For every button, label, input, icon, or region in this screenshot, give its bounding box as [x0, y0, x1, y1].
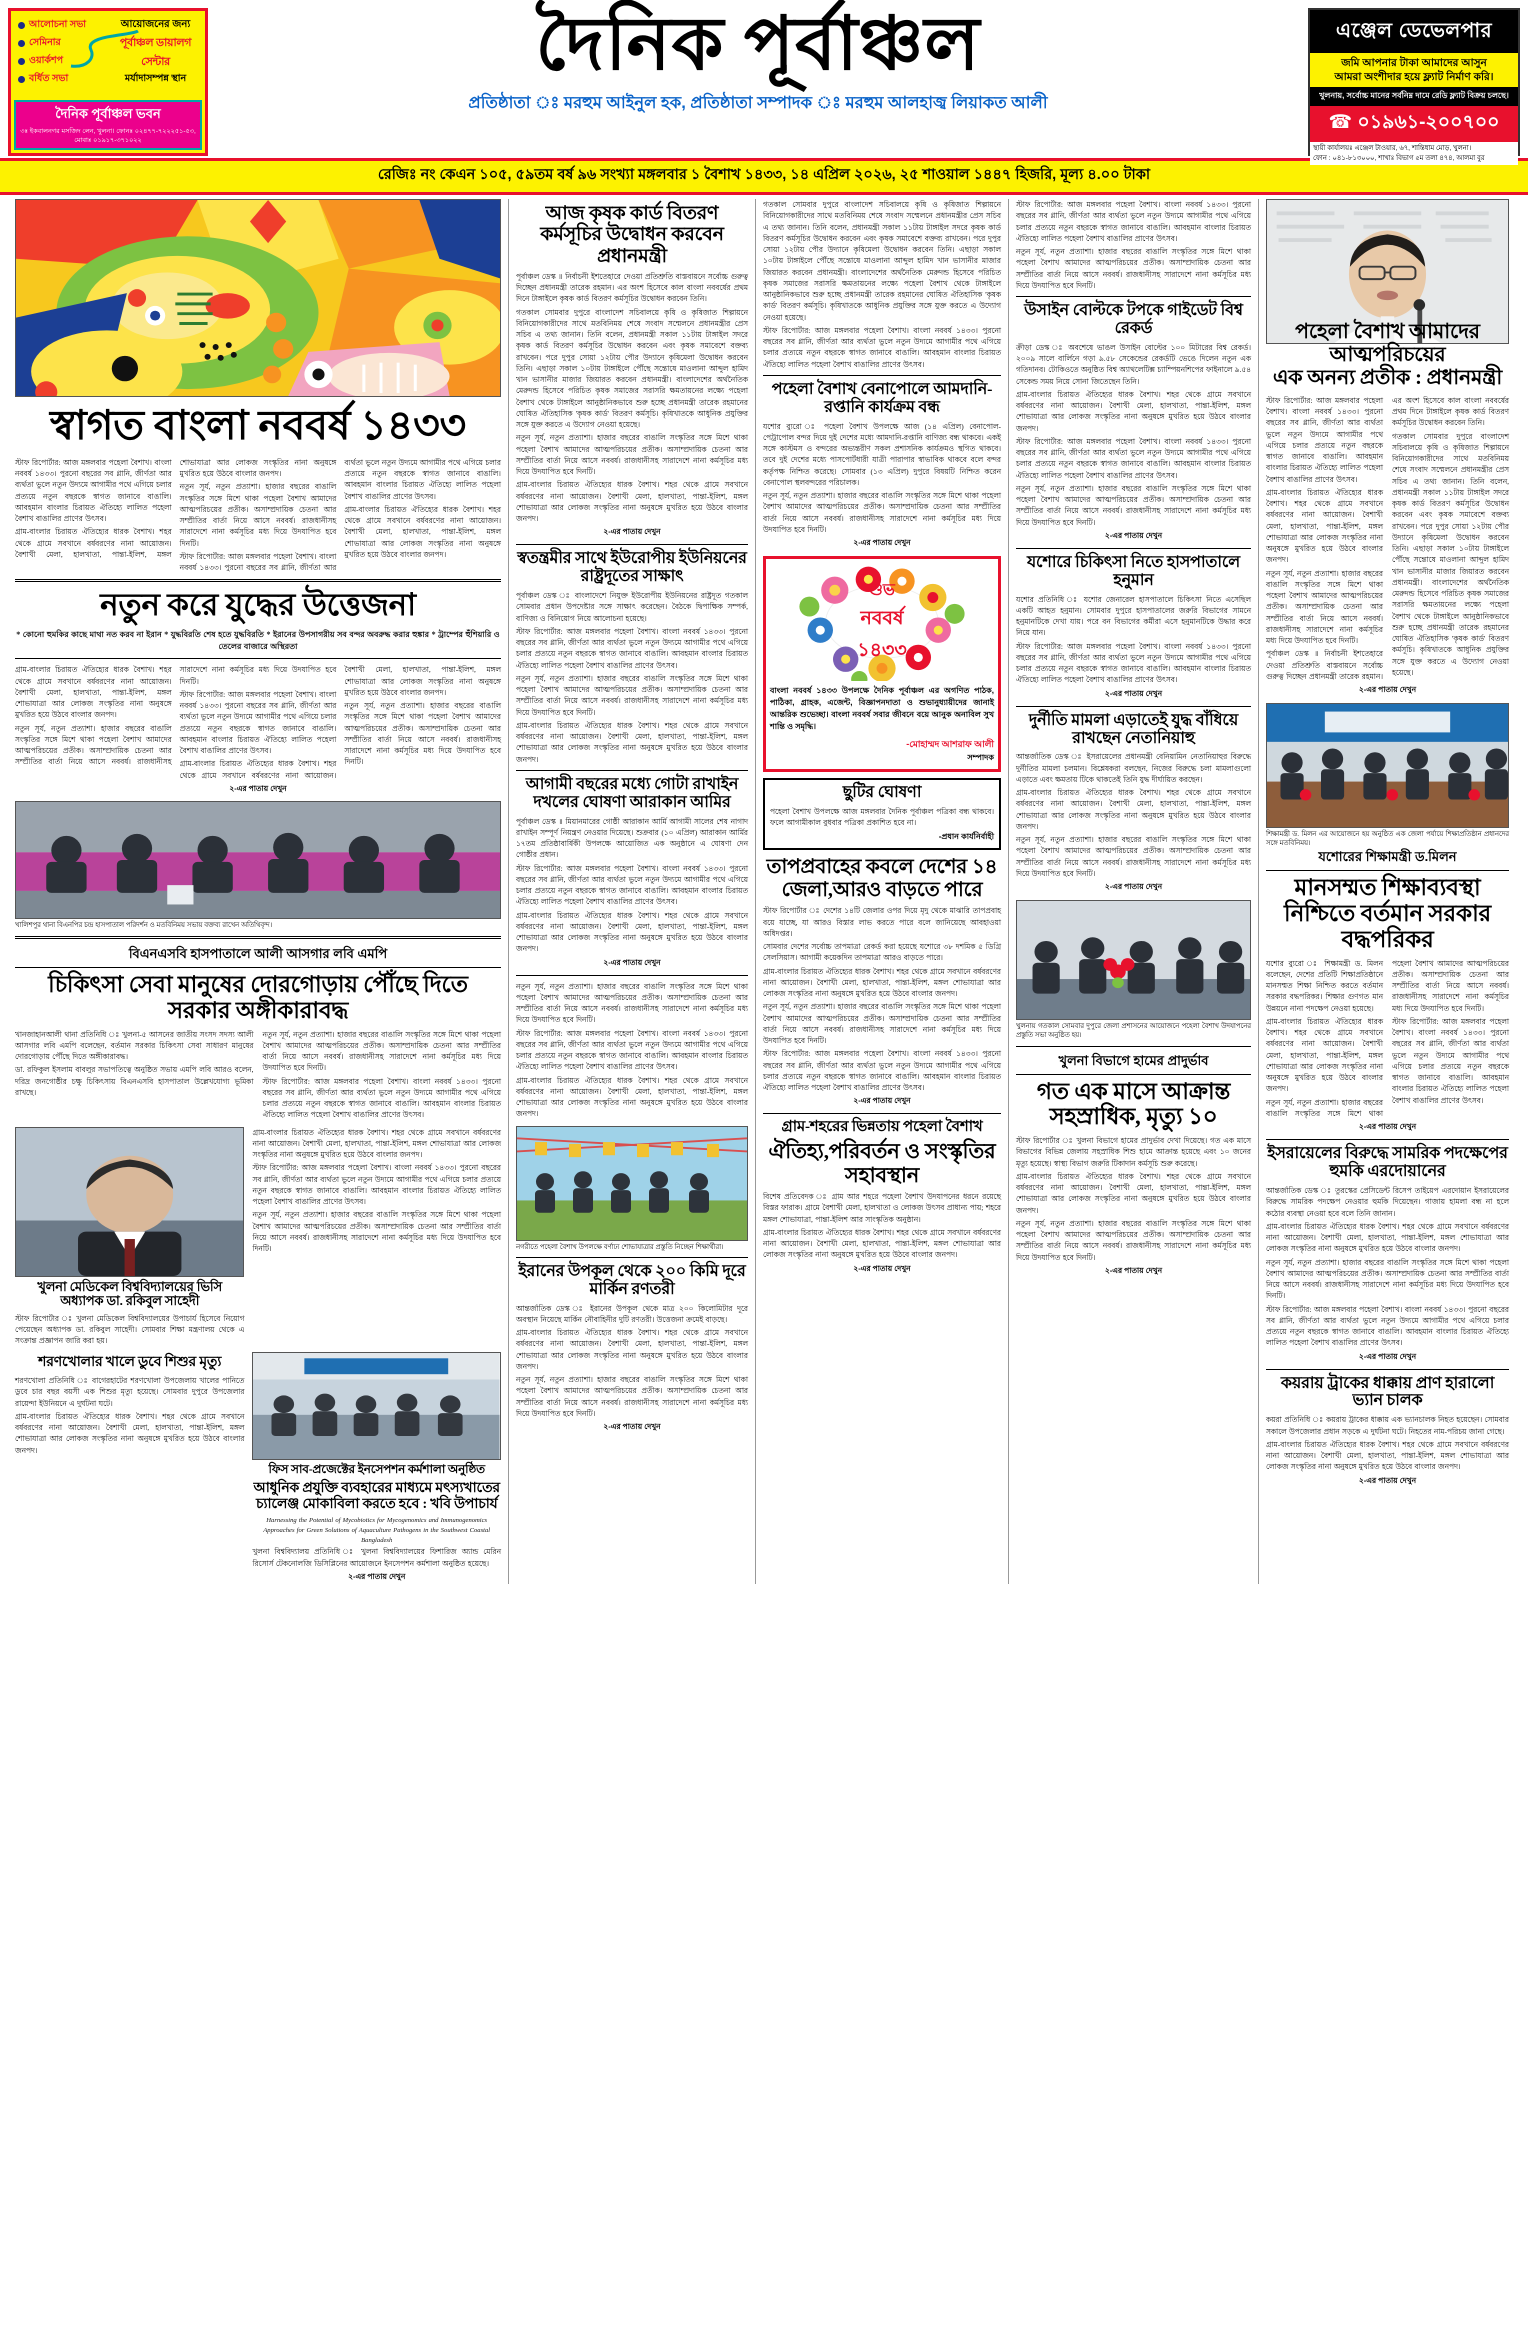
heatwave-paragraph-5: স্টাফ রিপোর্টার: আজ মঙ্গলবার পহেলা বৈশাখ। বাংলা নববর্ষ ১৪৩৩। পুরনো বছরের সব গ্লানি, জীর্ণতা আর ব্যর্থতা ভুলে নতুন উদ্যমে আগামীর পথে এগিয়ে চলার প্রত্যয়ে নতুন বছরকে স্বাগত জানাবে বাঙালি। আবহমান বাংলার চিরায়ত ঐতিহ্যে লালিত পহেলা বৈশাখ বাঙালির প্রাণের উৎসব। [763, 1049, 1001, 1092]
iran-missile-paragraph-2: গ্রাম-বাংলার চিরায়ত ঐতিহ্যের ধারক বৈশাখ। শহর থেকে গ্রামে সবখানে বর্ষবরণের নানা আয়োজন। বৈশাখী মেলা, হালখাতা, পান্তা-ইলিশ, মঙ্গল শোভাযাত্রা আর লোকজ সংস্কৃতির নানা অনুষঙ্গে মুখরিত হয়ে উঠবে বাংলার জনপদ। [516, 1328, 748, 1371]
ad-right-yellow-line1: জমি আপনার টাকা আমাদের আসুন [1341, 57, 1487, 69]
ad-right-brand: এঞ্জেল ডেভেলপার [1310, 10, 1518, 53]
truck-body [1266, 1414, 1509, 1472]
usain-continued: ২-এর পাতায় দেখুন [1104, 530, 1163, 540]
amir-paragraph-2: স্টাফ রিপোর্টার: আজ মঙ্গলবার পহেলা বৈশাখ। বাংলা নববর্ষ ১৪৩৩। পুরনো বছরের সব গ্লানি, জীর্ণতা আর ব্যর্থতা ভুলে নতুন উদ্যমে আগামীর পথে এগিয়ে চলার প্রত্যয়ে নতুন বছরকে স্বাগত জানাবে বাঙালি। আবহমান বাংলার চিরায়ত ঐতিহ্যে লালিত পহেলা বৈশাখ বাঙালির প্রাণের উৎসব। [516, 863, 748, 907]
divider [763, 375, 1001, 376]
benapole-paragraph-1: যশোর ব্যুরো ঃ পহেলা বৈশাখ উপলক্ষে আজ (১৪ এপ্রিল) বেনাপোল-পেট্রাপোল বন্দর দিয়ে দুই দেশের মধ্যে আমদানি-রপ্তানি বাণিজ্য বন্ধ থাকবে। একই সঙ্গে কাস্টমস ও বন্দরের অভ্যন্তরীণ সকল প্রশাসনিক কার্যক্রমও স্থগিত থাকবে। তবে দুই দেশের মধ্যে পাসপোর্টধারী যাত্রী পারাপার স্বাভাবিক থাকবে বলে বন্দর কর্তৃপক্ষ নিশ্চিত করেছে। সোমবার (১৩ এপ্রিল) দুপুরে বিষয়টি নিশ্চিত করেন বেনাপোল স্থলবন্দরের পরিচালক। [763, 421, 1001, 487]
c4-paragraph-2: নতুন সূর্য, নতুন প্রত্যাশা। হাজার বছরের বাঙালি সংস্কৃতির সঙ্গে মিশে থাকা পহেলা বৈশাখ আমাদের আত্মপরিচয়ের প্রতীক। অসাম্প্রদায়িক চেতনা আর সম্প্রীতির বার্তা নিয়ে আসে নববর্ষ। রাজধানীসহ সারাদেশে নানা কর্মসূচির মধ্য দিয়ে উদযাপিত হবে দিনটি। [1016, 247, 1251, 290]
war-subhead: * কোনো হুমকির কাছে মাথা নত করব না ইরান * যুদ্ধবিরতি শেষ হতে যুদ্ধবিরতি * ইরানের উপসাগরীয় সব বন্দর অবরুদ্ধ করার হুঙ্কার * ট্রাম্পের হুঁশিয়ারি ও তেলের বাজারে অস্থিরতা [16, 630, 500, 652]
pm-farmer-paragraph-4: গ্রাম-বাংলার চিরায়ত ঐতিহ্যের ধারক বৈশাখ। শহর থেকে গ্রামে সবখানে বর্ষবরণের নানা আয়োজন। বৈশাখী মেলা, হালখাতা, পান্তা-ইলিশ, মঙ্গল শোভাযাত্রা আর লোকজ সংস্কৃতির নানা অনুষঙ্গে মুখরিত হয়ে উঠবে বাংলার জনপদ। [516, 480, 748, 524]
squiggle-decoration-icon [69, 28, 139, 70]
dr-body: স্টাফ রিপোর্টার ঃ খুলনা মেডিকেল বিশ্ববিদ্যালয়ের উপাচার্য হিসেবে নিয়োগ পেয়েছেন অধ্যাপক ডা. রকিবুল সাহেদী। সোমবার শিক্ষা মন্ত্রণালয় থেকে এ সংক্রান্ত প্রজ্ঞাপন জারি করা হয়। [15, 1313, 245, 1346]
war-body [15, 664, 501, 781]
new-year-line2: নববর্ষ [860, 607, 904, 629]
jessore-hosp-headline: যশোরে চিকিৎসা নিতে হাসপাতালে হনুমান [1026, 553, 1240, 589]
amir-paragraph-3: গ্রাম-বাংলার চিরায়ত ঐতিহ্যের ধারক বৈশাখ। শহর থেকে গ্রামে সবখানে বর্ষবরণের নানা আয়োজন। বৈশাখী মেলা, হালখাতা, পান্তা-ইলিশ, মঙ্গল শোভাযাত্রা আর লোকজ সংস্কৃতির নানা অনুষঙ্গে মুখরিত হয়ে উঠবে বাংলার জনপদ। [516, 910, 748, 954]
ad-right-black-line: খুলনায়, সর্বোচ্চ মানের সর্বনিম্ন দামে রেডি ফ্ল্যাট বিক্রয় চলছে। [1310, 87, 1518, 106]
boat-block [252, 1127, 501, 1347]
jessore-hosp-paragraph-1: যশোর প্রতিনিধি ঃ যশোর জেনারেল হাসপাতালে চিকিৎসা নিতে এসেছিল একটি আহত হনুমান। সোমবার দুপুরে হাসপাতালের জরুরি বিভাগের সামনে হনুমানটিকে দেখা যায়। পরে বন বিভাগের কর্মীরা এসে হনুমানটিকে উদ্ধার করে নিয়ে যান। [1016, 594, 1251, 638]
bnsb-paragraph-3: নতুন সূর্য, নতুন প্রত্যাশা। হাজার বছরের বাঙালি সংস্কৃতির সঙ্গে মিশে থাকা পহেলা বৈশাখ আমাদের আত্মপরিচয়ের প্রতীক। অসাম্প্রদায়িক চেতনা আর সম্প্রীতির বার্তা নিয়ে আসে নববর্ষ। রাজধানীসহ সারাদেশে নানা কর্মসূচির মধ্য দিয়ে উদযাপিত হবে দিনটি। [262, 1029, 501, 1073]
jessore-hosp-body [1016, 594, 1251, 686]
content-grid [0, 195, 1528, 1584]
usain-paragraph-3: স্টাফ রিপোর্টার: আজ মঙ্গলবার পহেলা বৈশাখ। বাংলা নববর্ষ ১৪৩৩। পুরনো বছরের সব গ্লানি, জীর্ণতা আর ব্যর্থতা ভুলে নতুন উদ্যমে আগামীর পথে এগিয়ে চলার প্রত্যয়ে নতুন বছরকে স্বাগত জানাবে বাঙালি। আবহমান বাংলার চিরায়ত ঐতিহ্যে লালিত পহেলা বৈশাখ বাঙালির প্রাণের উৎসব। [1016, 436, 1251, 480]
lead-paragraph-5: গ্রাম-বাংলার চিরায়ত ঐতিহ্যের ধারক বৈশাখ। শহর থেকে গ্রামে সবখানে বর্ষবরণের নানা আয়োজন। বৈশাখী মেলা, হালখাতা, পান্তা-ইলিশ, মঙ্গল শোভাযাত্রা আর লোকজ সংস্কৃতির নানা অনুষঙ্গে মুখরিত হয়ে উঠবে বাংলার জনপদ। [344, 504, 501, 559]
divider [15, 579, 501, 582]
divider [516, 975, 748, 976]
bnsb-paragraph-2: ডা. রফিকুল ইসলাম বাবলুর সভাপতিত্বে অনুষ্ঠিত সভায় এমপি লবি আরও বলেন, দরিদ্র জনগোষ্ঠীর চক্ষু চিকিৎসায় বিএনএসবি হাসপাতাল উল্লেখযোগ্য ভূমিকা রাখছে। [15, 1065, 254, 1097]
iran-missile-continued: ২-এর পাতায় দেখুন [603, 1422, 661, 1432]
heatwave-body [763, 905, 1001, 1093]
amir-paragraph-1: পূর্বাঞ্চল ডেস্ক ॥ মিয়ানমারের গোষ্ঠী আরাকান আর্মি আগামী সালের শেষ নাগাদ রাখাইন সম্পূর্ণ নিয়ন্ত্রণ নেওয়ার দিয়েছে। শুক্রবার (১০ এপ্রিল) আরাকান আর্মির ১৭তম প্রতিষ্ঠাবার্ষিকী উপলক্ষে আয়োজিত এক অনুষ্ঠানে এ ঘোষণা দেন গোষ্ঠীর প্রধান। [516, 816, 748, 860]
c2-paragraph-1: নতুন সূর্য, নতুন প্রত্যাশা। হাজার বছরের বাঙালি সংস্কৃতির সঙ্গে মিশে থাকা পহেলা বৈশাখ আমাদের আত্মপরিচয়ের প্রতীক। অসাম্প্রদায়িক চেতনা আর সম্প্রীতির বার্তা নিয়ে আসে নববর্ষ। রাজধানীসহ সারাদেশে নানা কর্মসূচির মধ্য দিয়ে উদযাপিত হবে দিনটি। [516, 981, 748, 1025]
bnsb-body [15, 1029, 501, 1121]
me-paragraph-1: যশোর ব্যুরো ঃ শিক্ষামন্ত্রী ড. মিলন বলেছেন, দেশের প্রতিটি শিক্ষাপ্রতিষ্ঠানে মানসম্মত শিক্ষা নিশ্চিত করতে বর্তমান সরকার বদ্ধপরিকর। শিক্ষার গুণগত মান উন্নয়নে নানা পদক্ষেপ নেওয়া হয়েছে। [1266, 958, 1383, 1013]
list-item [18, 72, 107, 87]
lead-paragraph-3: নতুন সূর্য, নতুন প্রত্যাশা। হাজার বছরের বাঙালি সংস্কৃতির সঙ্গে মিশে থাকা পহেলা বৈশাখ আমাদের আত্মপরিচয়ের প্রতীক। অসাম্প্রদায়িক চেতনা আর সম্প্রীতির বার্তা নিয়ে আসে নববর্ষ। রাজধানীসহ সারাদেশে নানা কর্মসূচির মধ্য দিয়ে উদযাপিত হবে দিনটি। [179, 482, 337, 548]
jessore-hosp-paragraph-2: স্টাফ রিপোর্টার: আজ মঙ্গলবার পহেলা বৈশাখ। বাংলা নববর্ষ ১৪৩৩। পুরনো বছরের সব গ্লানি, জীর্ণতা আর ব্যর্থতা ভুলে নতুন উদ্যমে আগামীর পথে এগিয়ে চলার প্রত্যয়ে নতুন বছরকে স্বাগত জানাবে বাঙালি। আবহমান বাংলার চিরায়ত ঐতিহ্যে লালিত পহেলা বৈশাখ বাঙালির প্রাণের উৎসব। [1016, 641, 1251, 685]
divider [1016, 548, 1251, 549]
village-headline: গ্রাম-শহরের ভিন্নতায় পহেলা বৈশাখ [781, 1119, 983, 1136]
bi-paragraph-1: স্টাফ রিপোর্টার: আজ মঙ্গলবার পহেলা বৈশাখ। বাংলা নববর্ষ ১৪৩৩। পুরনো বছরের সব গ্লানি, জীর্ণতা আর ব্যর্থতা ভুলে নতুন উদ্যমে আগামীর পথে এগিয়ে চলার প্রত্যয়ে নতুন বছরকে স্বাগত জানাবে বাঙালি। আবহমান বাংলার চিরায়ত ঐতিহ্যে লালিত পহেলা বৈশাখ বাঙালির প্রাণের উৎসব। [1266, 395, 1383, 484]
eu-paragraph-1: পূর্বাঞ্চল ডেস্ক ঃ বাংলাদেশে নিযুক্ত ইউরোপীয় ইউনিয়নের রাষ্ট্রদূত গতকাল সোমবার প্রধান উপদেষ্টার সঙ্গে সাক্ষাৎ করেছেন। বৈঠকে দ্বিপাক্ষিক সম্পর্ক, বাণিজ্য ও বিনিয়োগ নিয়ে আলোচনা হয়েছে। [516, 591, 748, 623]
boat-news [15, 1352, 244, 1583]
nomination-body [1016, 751, 1251, 879]
khulna-health-headline: গত এক মাসে আক্রান্ত সহস্রাধিক, মৃত্যু ১০ [1036, 1078, 1231, 1130]
bullet-dot-icon [18, 76, 25, 83]
heatwave-paragraph-1: স্টাফ রিপোর্টার ঃ দেশের ১৪টি জেলার ওপর দিয়ে মৃদু থেকে মাঝারি তাপপ্রবাহ বয়ে যাচ্ছে, যা আরও বিস্তার লাভ করতে পারে বলে জানিয়েছে আবহাওয়া অধিদপ্তর। [763, 906, 1001, 938]
bullet-label: ওয়ার্কশপ [29, 55, 64, 66]
new-year-line3: ১৪৩৩ [857, 639, 907, 661]
holiday-notice-box [763, 778, 1001, 850]
truck-continued: ২-এর পাতায় দেখুন [1358, 1475, 1417, 1485]
divider [1016, 296, 1251, 297]
fish-continued: ২-এর পাতায় দেখুন [348, 1571, 406, 1581]
israel-paragraph-1: আন্তর্জাতিক ডেস্ক ঃ তুরস্কের প্রেসিডেন্ট রিসেপ তাইয়েপ এরদোয়ান ইসরায়েলের বিরুদ্ধে সামরিক পদক্ষেপ নেওয়ার হুমকি দিয়েছেন। গাজায় হামলা বন্ধ না হলে কঠোর ব্যবস্থা নেওয়া হবে বলে তিনি জানান। [1266, 1186, 1509, 1218]
pm-farmer-body [516, 271, 748, 525]
lower-left-split [15, 1127, 501, 1347]
column-4 [1008, 199, 1258, 1584]
amir-body [516, 816, 748, 955]
minister-edu-body [1266, 958, 1509, 1120]
war-paragraph-1: গ্রাম-বাংলার চিরায়ত ঐতিহ্যের ধারক বৈশাখ। শহর থেকে গ্রামে সবখানে বর্ষবরণের নানা আয়োজন। বৈশাখী মেলা, হালখাতা, পান্তা-ইলিশ, মঙ্গল শোভাযাত্রা আর লোকজ সংস্কৃতির নানা অনুষঙ্গে মুখরিত হয়ে উঠবে বাংলার জনপদ। [15, 665, 172, 720]
lead-paragraph-2: গ্রাম-বাংলার চিরায়ত ঐতিহ্যের ধারক বৈশাখ। শহর থেকে গ্রামে সবখানে বর্ষবরণের নানা আয়োজন। বৈশাখী মেলা, হালখাতা, পান্তা-ইলিশ, মঙ্গল শোভাযাত্রা আর লোকজ সংস্কৃতির নানা অনুষঙ্গে মুখরিত হয়ে উঠবে বাংলার জনপদ। [15, 457, 337, 559]
eu-headline: স্বতন্ত্রমীর সাথে ইউরোপীয় ইউনিয়নের রাষ্ট্রদূতের সাক্ষাৎ [517, 550, 747, 586]
ad-left-building-block [14, 100, 202, 150]
iran-missile-body [516, 1303, 748, 1420]
new-year-greeting-ad [763, 556, 1001, 772]
israel-paragraph-3: নতুন সূর্য, নতুন প্রত্যাশা। হাজার বছরের বাঙালি সংস্কৃতির সঙ্গে মিশে থাকা পহেলা বৈশাখ আমাদের আত্মপরিচয়ের প্রতীক। অসাম্প্রদায়িক চেতনা আর সম্প্রীতির বার্তা নিয়ে আসে নববর্ষ। রাজধানীসহ সারাদেশে নানা কর্মসূচির মধ্য দিয়ে উদযাপিত হবে দিনটি। [1266, 1257, 1509, 1301]
c2-paragraph-3: গ্রাম-বাংলার চিরায়ত ঐতিহ্যের ধারক বৈশাখ। শহর থেকে গ্রামে সবখানে বর্ষবরণের নানা আয়োজন। বৈশাখী মেলা, হালখাতা, পান্তা-ইলিশ, মঙ্গল শোভাযাত্রা আর লোকজ সংস্কৃতির নানা অনুষঙ্গে মুখরিত হয়ে উঠবে বাংলার জনপদ। [516, 1075, 748, 1119]
divider [15, 936, 501, 939]
truck-headline: কয়রায় ট্রাকের ধাক্কায় প্রাণ হারালো ভ্যান চালক [1280, 1374, 1495, 1410]
new-year-line1: শুভ [869, 581, 895, 599]
boat-paragraph-0: গ্রাম-বাংলার চিরায়ত ঐতিহ্যের ধারক বৈশাখ। শহর থেকে গ্রামে সবখানে বর্ষবরণের নানা আয়োজন। বৈশাখী মেলা, হালখাতা, পান্তা-ইলিশ, মঙ্গল শোভাযাত্রা আর লোকজ সংস্কৃতির নানা অনুষঙ্গে মুখরিত হয়ে উঠবে বাংলার জনপদ। [252, 1127, 501, 1160]
pm-farmer-paragraph-3: নতুন সূর্য, নতুন প্রত্যাশা। হাজার বছরের বাঙালি সংস্কৃতির সঙ্গে মিশে থাকা পহেলা বৈশাখ আমাদের আত্মপরিচয়ের প্রতীক। অসাম্প্রদায়িক চেতনা আর সম্প্রীতির বার্তা নিয়ে আসে নববর্ষ। রাজধানীসহ সারাদেশে নানা কর্মসূচির মধ্য দিয়ে উদযাপিত হবে দিনটি। [516, 433, 748, 477]
bnsb-paragraph-4: স্টাফ রিপোর্টার: আজ মঙ্গলবার পহেলা বৈশাখ। বাংলা নববর্ষ ১৪৩৩। পুরনো বছরের সব গ্লানি, জীর্ণতা আর ব্যর্থতা ভুলে নতুন উদ্যমে আগামীর পথে এগিয়ে চলার প্রত্যয়ে নতুন বছরকে স্বাগত জানাবে বাঙালি। আবহমান বাংলার চিরায়ত ঐতিহ্যে লালিত পহেলা বৈশাখ বাঙালির প্রাণের উৎসব। [262, 1076, 501, 1120]
boat-paragraph-0c: নতুন সূর্য, নতুন প্রত্যাশা। হাজার বছরের বাঙালি সংস্কৃতির সঙ্গে মিশে থাকা পহেলা বৈশাখ আমাদের আত্মপরিচয়ের প্রতীক। অসাম্প্রদায়িক চেতনা আর সম্প্রীতির বার্তা নিয়ে আসে নববর্ষ। রাজধানীসহ সারাদেশে নানা কর্মসূচির মধ্য দিয়ে উদযাপিত হবে দিনটি। [252, 1210, 501, 1254]
minister-edu-continued: ২-এর পাতায় দেখুন [1358, 1122, 1417, 1132]
israel-headline: ইসরায়েলের বিরুদ্ধে সামরিক পদক্ষেপের হুমকি এরদোয়ানের [1267, 1145, 1508, 1181]
me-paragraph-2: গ্রাম-বাংলার চিরায়ত ঐতিহ্যের ধারক বৈশাখ। শহর থেকে গ্রামে সবখানে বর্ষবরণের নানা আয়োজন। বৈশাখী মেলা, হালখাতা, পান্তা-ইলিশ, মঙ্গল শোভাযাত্রা আর লোকজ সংস্কৃতির নানা অনুষঙ্গে মুখরিত হয়ে উঠবে বাংলার জনপদ। [1266, 1016, 1383, 1094]
lead-body [15, 457, 501, 574]
bullet-dot-icon [18, 58, 25, 65]
new-year-signature: -মোহাম্মদ আশরাফ আলী [906, 739, 994, 750]
war-photo-caption: খালিশপুর থানা বিএনপির চন্দ্র হাসপাতাল পরিদর্শন ও মতবিনিময় সভায় বক্তব্য রাখেন অতিথিবৃন্দ। [15, 921, 273, 929]
khulna-health-paragraph-3: নতুন সূর্য, নতুন প্রত্যাশা। হাজার বছরের বাঙালি সংস্কৃতির সঙ্গে মিশে থাকা পহেলা বৈশাখ আমাদের আত্মপরিচয়ের প্রতীক। অসাম্প্রদায়িক চেতনা আর সম্প্রীতির বার্তা নিয়ে আসে নববর্ষ। রাজধানীসহ সারাদেশে নানা কর্মসূচির মধ্য দিয়ে উদযাপিত হবে দিনটি। [1016, 1218, 1251, 1262]
war-paragraph-5: নতুন সূর্য, নতুন প্রত্যাশা। হাজার বছরের বাঙালি সংস্কৃতির সঙ্গে মিশে থাকা পহেলা বৈশাখ আমাদের আত্মপরিচয়ের প্রতীক। অসাম্প্রদায়িক চেতনা আর সম্প্রীতির বার্তা নিয়ে আসে নববর্ষ। রাজধানীসহ সারাদেশে নানা কর্মসূচির মধ্য দিয়ে উদযাপিত হবে দিনটি। [344, 701, 501, 767]
bullet-dot-icon [18, 40, 25, 47]
heatwave-continued: ২-এর পাতায় দেখুন [853, 1096, 911, 1106]
minister-edu-headline: মানসম্মত শিক্ষাব্যবস্থা নিশ্চিতে বর্তমান সরকার বদ্ধপরিকর [1283, 875, 1492, 952]
ad-left-building-name: দৈনিক পূর্বাঞ্চল ভবন [55, 106, 161, 122]
village-paragraph-2: গ্রাম-বাংলার চিরায়ত ঐতিহ্যের ধারক বৈশাখ। শহর থেকে গ্রামে সবখানে বর্ষবরণের নানা আয়োজন। বৈশাখী মেলা, হালখাতা, পান্তা-ইলিশ, মঙ্গল শোভাযাত্রা আর লোকজ সংস্কৃতির নানা অনুষঙ্গে মুখরিত হয়ে উঠবে বাংলার জনপদ। [763, 1227, 1001, 1260]
pm-farmer-continuation [763, 199, 1001, 370]
bi-paragraph-5: গতকাল সোমবার দুপুরে বাংলাদেশ সচিবালয়ে কৃষি ও কৃষিজাত শিল্পায়নে বিনিয়োগকারীদের সাথে মতবিনিময় শেষে সংবাদ সম্মেলনে প্রধানমন্ত্রীর প্রেস সচিব এ তথ্য জানান। তিনি বলেন, প্রধানমন্ত্রী সকাল ১১টায় টাঙ্গাইল সদরে কৃষক কার্ড বিতরণ কর্মসূচির উদ্বোধন করবেন এবং কৃষক সমাবেশে বক্তব্য রাখবেন। পরে দুপুর সোয়া ১২টায় পৌর উদ্যানে কৃষিমেলা উদ্বোধন করবেন তিনি। এছাড়া সকাল ১০টায় টাঙ্গাইলে পৌঁছে সন্তোষে মাওলানা আব্দুল হামিদ খান ভাসানীর মাজার জিয়ারত করবেন প্রধানমন্ত্রী। বাংলাদেশের অর্থনৈতিক মেরুদন্ড হিসেবে পরিচিত কৃষক সমাজের সরাসরি ক্ষমতায়নের লক্ষ্যে পহেলা বৈশাখ থেকে টাঙ্গাইলে আনুষ্ঠানিকভাবে শুরু হচ্ছে প্রধানমন্ত্রী তারেক রহমানের ঘোষিত ঐতিহাসিক 'কৃষক কার্ড' বিতরণ কর্মসূচি। কৃষিখাতকে আধুনিক প্রযুক্তির সঙ্গে যুক্ত করতে এ উদ্যোগ নেওয়া হয়েছে। [1392, 431, 1509, 677]
lead-paragraph-4: স্টাফ রিপোর্টার: আজ মঙ্গলবার পহেলা বৈশাখ। বাংলা নববর্ষ ১৪৩৩। পুরনো বছরের সব গ্লানি, জীর্ণতা আর ব্যর্থতা ভুলে নতুন উদ্যমে আগামীর পথে এগিয়ে চলার প্রত্যয়ে নতুন বছরকে স্বাগত জানাবে বাঙালি। আবহমান বাংলার চিরায়ত ঐতিহ্যে লালিত পহেলা বৈশাখ বাঙালির প্রাণের উৎসব। [179, 457, 501, 573]
education-meeting-photo [1266, 703, 1509, 828]
new-year-body: বাংলা নববর্ষ ১৪৩৩ উপলক্ষে দৈনিক পূর্বাঞ্চল এর অগণিত পাঠক, পাঠিকা, গ্রাহক, এজেন্ট, বিজ্ঞাপনদাতা ও শুভানুধ্যায়ীদের জানাই আন্তরিক শুভেচ্ছা। বাংলা নববর্ষ সবার জীবনে বয়ে আনুক অনাবিল সুখ শান্তি ও সমৃদ্ধি। [770, 686, 994, 732]
bottom-left-split [15, 1352, 501, 1583]
usain-paragraph-1: ক্রীড়া ডেস্ক ঃ অবশেষে ভাঙল উসাইন বোল্টের ১০০ মিটারের বিশ্ব রেকর্ড। ২০০৯ সালে বার্লিনে গড়া ৯.৫৮ সেকেন্ডের রেকর্ডটি ভেঙে দিলেন নতুন এক গতিদানব। টোকিওতে অনুষ্ঠিত বিশ্ব অ্যাথলেটিক্স চ্যাম্পিয়নশিপের ফাইনালে ৯.৫৪ সেকেন্ড সময় নিয়ে সোনা জিতেছেন তিনি। [1016, 342, 1251, 386]
boat-paragraph-2: গ্রাম-বাংলার চিরায়ত ঐতিহ্যের ধারক বৈশাখ। শহর থেকে গ্রামে সবখানে বর্ষবরণের নানা আয়োজন। বৈশাখী মেলা, হালখাতা, পান্তা-ইলিশ, মঙ্গল শোভাযাত্রা আর লোকজ সংস্কৃতির নানা অনুষঙ্গে মুখরিত হয়ে উঠবে বাংলার জনপদ। [15, 1411, 245, 1455]
holiday-headline: ছুটির ঘোষণা [842, 784, 922, 802]
boat-headline: শরণখোলার খালে ডুবে শিশুর মৃত্যু [38, 1355, 222, 1371]
holiday-signature: -প্রধান কার্যনির্বাহী [938, 832, 994, 842]
new-year-text-overlay [770, 563, 994, 681]
boat-paragraph-0b: স্টাফ রিপোর্টার: আজ মঙ্গলবার পহেলা বৈশাখ। বাংলা নববর্ষ ১৪৩৩। পুরনো বছরের সব গ্লানি, জীর্ণতা আর ব্যর্থতা ভুলে নতুন উদ্যমে আগামীর পথে এগিয়ে চলার প্রত্যয়ে নতুন বছরকে স্বাগত জানাবে বাঙালি। আবহমান বাংলার চিরায়ত ঐতিহ্যে লালিত পহেলা বৈশাখ বাঙালির প্রাণের উৎসব। [252, 1163, 501, 1207]
bi-paragraph-2: গ্রাম-বাংলার চিরায়ত ঐতিহ্যের ধারক বৈশাখ। শহর থেকে গ্রামে সবখানে বর্ষবরণের নানা আয়োজন। বৈশাখী মেলা, হালখাতা, পান্তা-ইলিশ, মঙ্গল শোভাযাত্রা আর লোকজ সংস্কৃতির নানা অনুষঙ্গে মুখরিত হয়ে উঠবে বাংলার জনপদ। [1266, 487, 1383, 565]
divider [1016, 1046, 1251, 1047]
fish-workshop-photo [252, 1352, 501, 1460]
fish-body: খুলনা বিশ্ববিদ্যালয় প্রতিনিধি ঃ খুলনা বিশ্ববিদ্যালয়ের ফিশারিজ অ্যান্ড মেরিন রিসোর্স টেকনোলজি ডিসিপ্লিনের আয়োজনে ইনসেপশন কর্মশালা অনুষ্ঠিত হয়েছে। [252, 1547, 501, 1568]
war-paragraph-2: নতুন সূর্য, নতুন প্রত্যাশা। হাজার বছরের বাঙালি সংস্কৃতির সঙ্গে মিশে থাকা পহেলা বৈশাখ আমাদের আত্মপরিচয়ের প্রতীক। অসাম্প্রদায়িক চেতনা আর সম্প্রীতির বার্তা নিয়ে আসে নববর্ষ। রাজধানীসহ সারাদেশে নানা কর্মসূচির মধ্য দিয়ে উদযাপিত হবে দিনটি। [15, 665, 337, 767]
nomination-continued: ২-এর পাতায় দেখুন [1104, 882, 1163, 892]
ad-right-footer-line1: স্থায়ী কার্যালয়ঃ এঞ্জেল টাওয়ার, ৬৭, শান্তিধাম মোড়, খুলনা। [1313, 145, 1472, 153]
bnsb-headline: চিকিৎসা সেবা মানুষের দোরগোড়ায় পৌঁছে দিতে সরকার অঙ্গীকারাবদ্ধ [48, 972, 468, 1023]
village-headline-2: ঐতিহ্য,পরিবর্তন ও সংস্কৃতির সহাবস্থান [768, 1139, 996, 1187]
divider [516, 1257, 748, 1258]
column-2 [508, 199, 755, 1584]
truck-paragraph-2: গ্রাম-বাংলার চিরায়ত ঐতিহ্যের ধারক বৈশাখ। শহর থেকে গ্রামে সবখানে বর্ষবরণের নানা আয়োজন। বৈশাখী মেলা, হালখাতা, পান্তা-ইলিশ, মঙ্গল শোভাযাত্রা আর লোকজ সংস্কৃতির নানা অনুষঙ্গে মুখরিত হয়ে উঠবে বাংলার জনপদ। [1266, 1439, 1509, 1472]
israel-paragraph-2: গ্রাম-বাংলার চিরায়ত ঐতিহ্যের ধারক বৈশাখ। শহর থেকে গ্রামে সবখানে বর্ষবরণের নানা আয়োজন। বৈশাখী মেলা, হালখাতা, পান্তা-ইলিশ, মঙ্গল শোভাযাত্রা আর লোকজ সংস্কৃতির নানা অনুষঙ্গে মুখরিত হয়ে উঠবে বাংলার জনপদ। [1266, 1221, 1509, 1254]
column-left [8, 199, 508, 1584]
bnsb-kicker: বিএনএসবি হাসপাতালে আলী আসগার লবি এমপি [15, 945, 501, 968]
ad-right-phone-number: ০১৯৬১-২০০৭০০ [1357, 112, 1500, 134]
amir-headline: আগামী বছরের মধ্যে গোটা রাখাইন দখলের ঘোষণা আরাকান আমির [525, 775, 739, 811]
column-3 [755, 199, 1008, 1584]
bullet-dot-icon [18, 22, 25, 29]
lead-headline: স্বাগত বাংলা নববর্ষ ১৪৩৩ [49, 402, 467, 448]
lead-photo-boishakh-masks [15, 199, 501, 397]
ad-right-angel-developer[interactable] [1308, 8, 1520, 162]
dr-portrait-photo [15, 1127, 244, 1277]
heatwave-paragraph-3: গ্রাম-বাংলার চিরায়ত ঐতিহ্যের ধারক বৈশাখ। শহর থেকে গ্রামে সবখানে বর্ষবরণের নানা আয়োজন। বৈশাখী মেলা, হালখাতা, পান্তা-ইলিশ, মঙ্গল শোভাযাত্রা আর লোকজ সংস্কৃতির নানা অনুষঙ্গে মুখরিত হয়ে উঠবে বাংলার জনপদ। [763, 966, 1001, 998]
usain-body [1016, 342, 1251, 528]
divider [1266, 1369, 1509, 1370]
column-5 [1258, 199, 1516, 1584]
c2-paragraph-2: স্টাফ রিপোর্টার: আজ মঙ্গলবার পহেলা বৈশাখ। বাংলা নববর্ষ ১৪৩৩। পুরনো বছরের সব গ্লানি, জীর্ণতা আর ব্যর্থতা ভুলে নতুন উদ্যমে আগামীর পথে এগিয়ে চলার প্রত্যয়ে নতুন বছরকে স্বাগত জানাবে বাঙালি। আবহমান বাংলার চিরায়ত ঐতিহ্যে লালিত পহেলা বৈশাখ বাঙালির প্রাণের উৎসব। [516, 1028, 748, 1072]
khulna-health-paragraph-2: গ্রাম-বাংলার চিরায়ত ঐতিহ্যের ধারক বৈশাখ। শহর থেকে গ্রামে সবখানে বর্ষবরণের নানা আয়োজন। বৈশাখী মেলা, হালখাতা, পান্তা-ইলিশ, মঙ্গল শোভাযাত্রা আর লোকজ সংস্কৃতির নানা অনুষঙ্গে মুখরিত হয়ে উঠবে বাংলার জনপদ। [1016, 1171, 1251, 1215]
boat-paragraph-1: শরণখোলা প্রতিনিধি ঃ বাগেরহাটের শরণখোলা উপজেলায় খালের পানিতে ডুবে চার বছর বয়সী এক শিশুর মৃত্যু হয়েছে। সোমবার দুপুরে উপজেলার রায়েন্দা ইউনিয়নে এ দুর্ঘটনা ঘটে। [15, 1376, 245, 1408]
pm-farmer-paragraph-1: পূর্বাঞ্চল ডেস্ক ॥ নির্বাচনী ইশতেহারে দেওয়া প্রতিশ্রুতি বাস্তবায়নে সর্বোচ্চ গুরুত্ব দিচ্ছেন প্রধানমন্ত্রী তারেক রহমান। এর অংশ হিসেবে কাল বাংলা নববর্ষের প্রথম দিনে টাঙ্গাইলে কৃষক কার্ড বিতরণ কর্মসূচির উদ্বোধন করবেন তিনি। [516, 271, 748, 304]
iran-missile-paragraph-3: নতুন সূর্য, নতুন প্রত্যাশা। হাজার বছরের বাঙালি সংস্কৃতির সঙ্গে মিশে থাকা পহেলা বৈশাখ আমাদের আত্মপরিচয়ের প্রতীক। অসাম্প্রদায়িক চেতনা আর সম্প্রীতির বার্তা নিয়ে আসে নববর্ষ। রাজধানীসহ সারাদেশে নানা কর্মসূচির মধ্য দিয়ে উদযাপিত হবে দিনটি। [516, 1375, 748, 1418]
amir-continued: ২-এর পাতায় দেখুন [603, 957, 661, 967]
fish-headline-2: আধুনিক প্রযুক্তি ব্যবহারের মাধ্যমে মৎস্যখাতের চ্যালেঞ্জ মোকাবিলা করতে হবে : খবি উপাচার্য [253, 1480, 500, 1512]
boat-body-top [252, 1127, 501, 1255]
khulna-health-continued: ২-এর পাতায় দেখুন [1104, 1265, 1163, 1275]
bi-continued: ২-এর পাতায় দেখুন [1358, 685, 1417, 695]
iran-missile-paragraph-1: আন্তর্জাতিক ডেস্ক ঃ ইরানের উপকূল থেকে মাত্র ২০০ কিলোমিটার দূরে অবস্থান নিয়েছে মার্কিন নৌবাহিনীর দুটি রণতরী। উত্তেজনা ক্রমেই বাড়ছে। [516, 1303, 748, 1324]
holiday-body: পহেলা বৈশাখ উপলক্ষে আজ মঙ্গলবার দৈনিক পূর্বাঞ্চল পত্রিকা বন্ধ থাকবে। ফলে আগামীকাল বুধবার পত্রিকা প্রকাশিত হবে না। [770, 806, 994, 828]
phone-icon: ☎ [1328, 112, 1353, 134]
benapole-body [763, 421, 1001, 536]
boishakh-identity-headline: পহেলা বৈশাখ আমাদের আত্মপরিচয়ের এক অনন্য প্রতীক : প্রধানমন্ত্রী [1272, 321, 1503, 389]
war-continued: ২-এর পাতায় দেখুন [229, 783, 287, 793]
eu-paragraph-4: গ্রাম-বাংলার চিরায়ত ঐতিহ্যের ধারক বৈশাখ। শহর থেকে গ্রামে সবখানে বর্ষবরণের নানা আয়োজন। বৈশাখী মেলা, হালখাতা, পান্তা-ইলিশ, মঙ্গল শোভাযাত্রা আর লোকজ সংস্কৃতির নানা অনুষঙ্গে মুখরিত হয়ে উঠবে বাংলার জনপদ। [516, 720, 748, 764]
eu-paragraph-2: স্টাফ রিপোর্টার: আজ মঙ্গলবার পহেলা বৈশাখ। বাংলা নববর্ষ ১৪৩৩। পুরনো বছরের সব গ্লানি, জীর্ণতা আর ব্যর্থতা ভুলে নতুন উদ্যমে আগামীর পথে এগিয়ে চলার প্রত্যয়ে নতুন বছরকে স্বাগত জানাবে বাঙালি। আবহমান বাংলার চিরায়ত ঐতিহ্যে লালিত পহেলা বৈশাখ বাঙালির প্রাণের উৎসব। [516, 626, 748, 670]
ad-right-yellow-block [1310, 53, 1518, 87]
ad-right-yellow-line2: আমরা অংশীদার হয়ে ফ্ল্যাট নির্মাণ করি। [1334, 71, 1494, 84]
iran-missile-headline: ইরানের উপকূল থেকে ২০০ কিমি দূরে মার্কিন রণতরী [518, 1262, 746, 1298]
usain-headline: উসাইন বোল্টকে টপকে গাইডেট বিশ্ব রেকর্ড [1024, 302, 1243, 337]
bnsb-paragraph-1: খানজাহানআলী থানা প্রতিনিধি ঃ খুলনা-৫ আসনের জাতীয় সংসদ সদস্য আলী আসগার লবি এমপি বলেছেন, বর্তমান সরকার চিকিৎসা সেবা সাধারণ মানুষের দোরগোড়ায় পৌঁছে দিতে অঙ্গীকারাবদ্ধ। [15, 1029, 254, 1062]
date-bar-wrapper [0, 158, 1528, 195]
ad-left-line3: মর্যাদাসম্পন্ন স্থান [124, 73, 187, 84]
new-year-signature-title: সম্পাদক [967, 753, 994, 763]
khulna-health-kicker: খুলনা বিভাগে হামের প্রাদুর্ভাব [1016, 1052, 1251, 1075]
truck-paragraph-1: কয়রা প্রতিনিধি ঃ কয়রায় ট্রাকের ধাক্কায় এক ভ্যানচালক নিহত হয়েছেন। সোমবার সকালে উপজেলার প্রধান সড়কে এ দুর্ঘটনা ঘটে। নিহতের নাম-পরিচয় জানা গেছে। [1266, 1415, 1509, 1436]
khulna-health-paragraph-1: স্টাফ রিপোর্টার ঃ খুলনা বিভাগে হামের প্রাদুর্ভাব দেখা দিয়েছে। গত এক মাসে বিভাগের বিভিন্ন জেলায় সহস্রাধিক শিশু হামে আক্রান্ত হয়েছে এবং ১০ জনের মৃত্যু হয়েছে। স্বাস্থ্য বিভাগ জরুরি টিকাদান কর্মসূচি শুরু করেছে। [1016, 1136, 1251, 1168]
boishakh-photo-caption: নগরীতে পহেলা বৈশাখ উপলক্ষে বর্ণাঢ্য শোভাযাত্রার প্রস্তুতি নিচ্ছেন শিক্ষার্থীরা। [516, 1243, 724, 1251]
fish-headline: ফিস সাব-প্রজেক্টের ইনসেপশন কর্মশালা অনুষ্ঠিত [268, 1462, 485, 1477]
wreath-graphic [770, 563, 994, 681]
bi-paragraph-4: পূর্বাঞ্চল ডেস্ক ॥ নির্বাচনী ইশতেহারে দেওয়া প্রতিশ্রুতি বাস্তবায়নে সর্বোচ্চ গুরুত্ব দিচ্ছেন প্রধানমন্ত্রী তারেক রহমান। এর অংশ হিসেবে কাল বাংলা নববর্ষের প্রথম দিনে টাঙ্গাইলে কৃষক কার্ড বিতরণ কর্মসূচির উদ্বোধন করবেন তিনি। [1266, 395, 1509, 681]
benapole-continued: ২-এর পাতায় দেখুন [853, 538, 911, 548]
divider [516, 544, 748, 545]
edu-photo-caption: শিক্ষামন্ত্রী ড. মিলন এর আয়োজনে হয় অনুষ্ঠিত এক জেলা পর্যায়ে শিক্ষাপ্রতিষ্ঠান প্রধানদের সঙ্গে মতবিনিময়। [1266, 831, 1509, 848]
divider [516, 770, 748, 771]
ad-left-address: ৩ঃ ইকবালনগর মসজিদ লেন, খুলনা। ফোনঃ ০২৪৭৭-৭২২২৫১-৫৩, মোবাঃ ০১৯১৭-৩৭১০২২ [20, 128, 196, 144]
newspaper-title: দৈনিক পূর্বাঞ্চল [535, 4, 981, 86]
benapole-headline: পহেলা বৈশাখ বেনাপোলে আমদানি-রপ্তানি কার্যক্রম বন্ধ [771, 380, 993, 416]
minister-edu-kicker: যশোরের শিক্ষামন্ত্রী ড.মিলন [1266, 848, 1509, 871]
war-paragraph-3: স্টাফ রিপোর্টার: আজ মঙ্গলবার পহেলা বৈশাখ। বাংলা নববর্ষ ১৪৩৩। পুরনো বছরের সব গ্লানি, জীর্ণতা আর ব্যর্থতা ভুলে নতুন উদ্যমে আগামীর পথে এগিয়ে চলার প্রত্যয়ে নতুন বছরকে স্বাগত জানাবে বাঙালি। আবহমান বাংলার চিরায়ত ঐতিহ্যে লালিত পহেলা বৈশাখ বাঙালির প্রাণের উৎসব। [179, 689, 337, 756]
nomination-paragraph-1: আন্তর্জাতিক ডেস্ক ঃ ইসরায়েলের প্রধানমন্ত্রী বেনিয়ামিন নেতানিয়াহুর বিরুদ্ধে দুর্নীতির মামলা চলমান। বিশ্লেষকরা বলছেন, নিজের বিরুদ্ধে চলা মামলাগুলো এড়াতে এবং ক্ষমতায় টিকে থাকতেই তিনি যুদ্ধ দীর্ঘায়িত করছেন। [1016, 752, 1251, 784]
eu-paragraph-3: নতুন সূর্য, নতুন প্রত্যাশা। হাজার বছরের বাঙালি সংস্কৃতির সঙ্গে মিশে থাকা পহেলা বৈশাখ আমাদের আত্মপরিচয়ের প্রতীক। অসাম্প্রদায়িক চেতনা আর সম্প্রীতির বার্তা নিয়ে আসে নববর্ষ। রাজধানীসহ সারাদেশে নানা কর্মসূচির মধ্য দিয়ে উদযাপিত হবে দিনটি। [516, 673, 748, 717]
usain-paragraph-2: গ্রাম-বাংলার চিরায়ত ঐতিহ্যের ধারক বৈশাখ। শহর থেকে গ্রামে সবখানে বর্ষবরণের নানা আয়োজন। বৈশাখী মেলা, হালখাতা, পান্তা-ইলিশ, মঙ্গল শোভাযাত্রা আর লোকজ সংস্কৃতির নানা অনুষঙ্গে মুখরিত হয়ে উঠবে বাংলার জনপদ। [1016, 389, 1251, 433]
fish-news [252, 1352, 501, 1583]
heatwave-paragraph-2: সোমবার দেশের সর্বোচ্চ তাপমাত্রা রেকর্ড করা হয়েছে যশোরে ৩৮ দশমিক ৫ ডিগ্রি সেলসিয়াস। আগামী কয়েকদিন তাপমাত্রা আরও বাড়তে পারে। [763, 942, 1001, 963]
bi-paragraph-3: নতুন সূর্য, নতুন প্রত্যাশা। হাজার বছরের বাঙালি সংস্কৃতির সঙ্গে মিশে থাকা পহেলা বৈশাখ আমাদের আত্মপরিচয়ের প্রতীক। অসাম্প্রদায়িক চেতনা আর সম্প্রীতির বার্তা নিয়ে আসে নববর্ষ। রাজধানীসহ সারাদেশে নানা কর্মসূচির মধ্য দিয়ে উদযাপিত হবে দিনটি। [1266, 568, 1383, 646]
jessore-hosp-continued: ২-এর পাতায় দেখুন [1104, 688, 1163, 698]
divider [1266, 1139, 1509, 1140]
column2-filler [516, 981, 748, 1120]
benapole-paragraph-2: নতুন সূর্য, নতুন প্রত্যাশা। হাজার বছরের বাঙালি সংস্কৃতির সঙ্গে মিশে থাকা পহেলা বৈশাখ আমাদের আত্মপরিচয়ের প্রতীক। অসাম্প্রদায়িক চেতনা আর সম্প্রীতির বার্তা নিয়ে আসে নববর্ষ। রাজধানীসহ সারাদেশে নানা কর্মসূচির মধ্য দিয়ে উদযাপিত হবে দিনটি। [763, 491, 1001, 534]
khulna-health-body [1016, 1135, 1251, 1263]
war-headline: নতুন করে যুদ্ধের উত্তেজনা [100, 587, 416, 623]
israel-body [1266, 1185, 1509, 1349]
nomination-paragraph-3: নতুন সূর্য, নতুন প্রত্যাশা। হাজার বছরের বাঙালি সংস্কৃতির সঙ্গে মিশে থাকা পহেলা বৈশাখ আমাদের আত্মপরিচয়ের প্রতীক। অসাম্প্রদায়িক চেতনা আর সম্প্রীতির বার্তা নিয়ে আসে নববর্ষ। রাজধানীসহ সারাদেশে নানা কর্মসূচির মধ্য দিয়ে উদযাপিত হবে দিনটি। [1016, 835, 1251, 878]
boishakh-identity-body [1266, 395, 1509, 682]
dr-headline: খুলনা মেডিকেল বিশ্ববিদ্যালয়ের ভিসি অধ্যাপক ডা. রকিবুল সাহেদী [37, 1278, 223, 1309]
war-photo-meeting [15, 801, 501, 919]
ad-right-footer-line2: ফোন : ০৪১-৮১৩০০০, শাখাঃ বিভাগ ৫ম তলা ৪৭৪, আলমা বুর [1313, 154, 1485, 162]
divider [763, 1113, 1001, 1114]
masthead-center [212, 0, 1304, 158]
village-body [763, 1191, 1001, 1261]
fish-english-title: Harnessing the Potential of Mycobiotics for Mycogenomics and Immunogenomics Approaches for Green Solutions of Aquaculture Pathogens in the Southwest Coastal Bangladesh [263, 1517, 491, 1545]
me-paragraph-4: স্টাফ রিপোর্টার: আজ মঙ্গলবার পহেলা বৈশাখ। বাংলা নববর্ষ ১৪৩৩। পুরনো বছরের সব গ্লানি, জীর্ণতা আর ব্যর্থতা ভুলে নতুন উদ্যমে আগামীর পথে এগিয়ে চলার প্রত্যয়ে নতুন বছরকে স্বাগত জানাবে বাঙালি। আবহমান বাংলার চিরায়ত ঐতিহ্যে লালিত পহেলা বৈশাখ বাঙালির প্রাণের উৎসব। [1392, 1016, 1509, 1105]
war-paragraph-4: গ্রাম-বাংলার চিরায়ত ঐতিহ্যের ধারক বৈশাখ। শহর থেকে গ্রামে সবখানে বর্ষবরণের নানা আয়োজন। বৈশাখী মেলা, হালখাতা, পান্তা-ইলিশ, মঙ্গল শোভাযাত্রা আর লোকজ সংস্কৃতির নানা অনুষঙ্গে মুখরিত হয়ে উঠবে বাংলার জনপদ। [179, 665, 501, 780]
eu-body [516, 590, 748, 765]
ad-left-line1: আয়োজনের জন্য [120, 19, 191, 30]
bullet-label: আলোচনা সভা [29, 19, 87, 30]
flower-photo-caption: খুলনায় গতকাল সোমবার দুপুরে জেলা প্রশাসনের আয়োজনে পহেলা বৈশাখ উদযাপনের প্রস্তুতি সভা অনুষ্ঠিত হয়। [1016, 1023, 1251, 1040]
village-continued: ২-এর পাতায় দেখুন [853, 1263, 911, 1273]
ad-left-dialogue-center[interactable] [8, 8, 208, 156]
heatwave-headline: তাপপ্রবাহের কবলে দেশের ১৪ জেলা,আরও বাড়তে পারে [766, 856, 998, 901]
lead-paragraph-1: স্টাফ রিপোর্টার: আজ মঙ্গলবার পহেলা বৈশাখ। বাংলা নববর্ষ ১৪৩৩। পুরনো বছরের সব গ্লানি, জীর্ণতা আর ব্যর্থতা ভুলে নতুন উদ্যমে আগামীর পথে এগিয়ে চলার প্রত্যয়ে নতুন বছরকে স্বাগত জানাবে বাঙালি। আবহমান বাংলার চিরায়ত ঐতিহ্যে লালিত পহেলা বৈশাখ বাঙালির প্রাণের উৎসব। [15, 457, 172, 524]
pm-farmer-headline: আজ কৃষক কার্ড বিতরণ কর্মসূচির উদ্বোধন করবেন প্রধানমন্ত্রী [540, 203, 724, 267]
masthead [0, 0, 1528, 162]
flower-handover-photo [1016, 900, 1251, 1020]
ad-left-text-block [109, 14, 202, 98]
usain-paragraph-4: নতুন সূর্য, নতুন প্রত্যাশা। হাজার বছরের বাঙালি সংস্কৃতির সঙ্গে মিশে থাকা পহেলা বৈশাখ আমাদের আত্মপরিচয়ের প্রতীক। অসাম্প্রদায়িক চেতনা আর সম্প্রীতির বার্তা নিয়ে আসে নববর্ষ। রাজধানীসহ সারাদেশে নানা কর্মসূচির মধ্য দিয়ে উদযাপিত হবে দিনটি। [1016, 483, 1251, 527]
c3-paragraph-2: স্টাফ রিপোর্টার: আজ মঙ্গলবার পহেলা বৈশাখ। বাংলা নববর্ষ ১৪৩৩। পুরনো বছরের সব গ্লানি, জীর্ণতা আর ব্যর্থতা ভুলে নতুন উদ্যমে আগামীর পথে এগিয়ে চলার প্রত্যয়ে নতুন বছরকে স্বাগত জানাবে বাঙালি। আবহমান বাংলার চিরায়ত ঐতিহ্যে লালিত পহেলা বৈশাখ বাঙালির প্রাণের উৎসব। [763, 325, 1001, 369]
dr-block [15, 1127, 244, 1347]
c4-paragraph-1: স্টাফ রিপোর্টার: আজ মঙ্গলবার পহেলা বৈশাখ। বাংলা নববর্ষ ১৪৩৩। পুরনো বছরের সব গ্লানি, জীর্ণতা আর ব্যর্থতা ভুলে নতুন উদ্যমে আগামীর পথে এগিয়ে চলার প্রত্যয়ে নতুন বছরকে স্বাগত জানাবে বাঙালি। আবহমান বাংলার চিরায়ত ঐতিহ্যে লালিত পহেলা বৈশাখ বাঙালির প্রাণের উৎসব। [1016, 200, 1251, 243]
date-bar: রেজিঃ নং কেএন ১০৫, ৫৯তম বর্ষ ৯৬ সংখ্যা মঙ্গলবার ১ বৈশাখ ১৪৩৩, ১৪ এপ্রিল ২০২৬, ২৫ শাওয়াল ১৪৪৭ হিজরি, মূল্য ৪.০০ টাকা [377, 167, 1151, 183]
bullet-label: সেমিনার [29, 37, 61, 48]
ad-right-phone[interactable] [1310, 106, 1518, 142]
ad-right-footer [1310, 142, 1518, 164]
divider [1016, 706, 1251, 707]
boat-body [15, 1375, 244, 1456]
ad-left-line2: পূর্বাঞ্চল ডায়ালগ সেন্টার [119, 37, 192, 68]
boishakh-preparation-photo [516, 1126, 748, 1241]
bullet-label: বর্ধিত সভা [29, 73, 69, 84]
c3-paragraph-1: গতকাল সোমবার দুপুরে বাংলাদেশ সচিবালয়ে কৃষি ও কৃষিজাত শিল্পায়নে বিনিয়োগকারীদের সাথে মতবিনিময় শেষে সংবাদ সম্মেলনে প্রধানমন্ত্রীর প্রেস সচিব এ তথ্য জানান। তিনি বলেন, প্রধানমন্ত্রী সকাল ১১টায় টাঙ্গাইল সদরে কৃষক কার্ড বিতরণ কর্মসূচির উদ্বোধন করবেন এবং কৃষক সমাবেশে বক্তব্য রাখবেন। পরে দুপুর সোয়া ১২টায় পৌর উদ্যানে কৃষিমেলা উদ্বোধন করবেন তিনি। এছাড়া সকাল ১০টায় টাঙ্গাইলে পৌঁছে সন্তোষে মাওলানা আব্দুল হামিদ খান ভাসানীর মাজার জিয়ারত করবেন প্রধানমন্ত্রী। বাংলাদেশের অর্থনৈতিক মেরুদন্ড হিসেবে পরিচিত কৃষক সমাজের সরাসরি ক্ষমতায়নের লক্ষ্যে পহেলা বৈশাখ থেকে টাঙ্গাইলে আনুষ্ঠানিকভাবে শুরু হচ্ছে প্রধানমন্ত্রী তারেক রহমানের ঘোষিত ঐতিহাসিক 'কৃষক কার্ড' বিতরণ কর্মসূচি। কৃষিখাতকে আধুনিক প্রযুক্তির সঙ্গে যুক্ত করতে এ উদ্যোগ নেওয়া হয়েছে। [763, 200, 1001, 322]
pm-farmer-continued: ২-এর পাতায় দেখুন [603, 527, 661, 537]
village-paragraph-1: বিশেষ প্রতিবেদক ঃ গ্রাম আর শহরে পহেলা বৈশাখ উদযাপনের ধরনে রয়েছে বিস্তর ফারাক। গ্রামে বৈশাখী মেলা, হালখাতা ও লোকজ উৎসব প্রাধান্য পায়; শহরে মঙ্গল শোভাযাত্রা, পান্তা-ইলিশ আর সাংস্কৃতিক অনুষ্ঠান। [763, 1192, 1001, 1224]
ad-left-top [14, 14, 202, 98]
c4-top-text [1016, 199, 1251, 291]
heatwave-paragraph-4: নতুন সূর্য, নতুন প্রত্যাশা। হাজার বছরের বাঙালি সংস্কৃতির সঙ্গে মিশে থাকা পহেলা বৈশাখ আমাদের আত্মপরিচয়ের প্রতীক। অসাম্প্রদায়িক চেতনা আর সম্প্রীতির বার্তা নিয়ে আসে নববর্ষ। রাজধানীসহ সারাদেশে নানা কর্মসূচির মধ্য দিয়ে উদযাপিত হবে দিনটি। [763, 1002, 1001, 1045]
israel-continued: ২-এর পাতায় দেখুন [1358, 1351, 1417, 1361]
pm-farmer-paragraph-2: গতকাল সোমবার দুপুরে বাংলাদেশ সচিবালয়ে কৃষি ও কৃষিজাত শিল্পায়নে বিনিয়োগকারীদের সাথে মতবিনিময় শেষে সংবাদ সম্মেলনে প্রধানমন্ত্রীর প্রেস সচিব এ তথ্য জানান। তিনি বলেন, প্রধানমন্ত্রী সকাল ১১টায় টাঙ্গাইল সদরে কৃষক কার্ড বিতরণ কর্মসূচির উদ্বোধন করবেন এবং কৃষক সমাবেশে বক্তব্য রাখবেন। পরে দুপুর সোয়া ১২টায় পৌর উদ্যানে কৃষিমেলা উদ্বোধন করবেন তিনি। এছাড়া সকাল ১০টায় টাঙ্গাইলে পৌঁছে সন্তোষে মাওলানা আব্দুল হামিদ খান ভাসানীর মাজার জিয়ারত করবেন প্রধানমন্ত্রী। বাংলাদেশের অর্থনৈতিক মেরুদন্ড হিসেবে পরিচিত কৃষক সমাজের সরাসরি ক্ষমতায়নের লক্ষ্যে পহেলা বৈশাখ থেকে টাঙ্গাইলে আনুষ্ঠানিকভাবে শুরু হচ্ছে প্রধানমন্ত্রী তারেক রহমানের ঘোষিত ঐতিহাসিক 'কৃষক কার্ড' বিতরণ কর্মসূচি। কৃষিখাতকে আধুনিক প্রযুক্তির সঙ্গে যুক্ত করতে এ উদ্যোগ নেওয়া হয়েছে। [516, 307, 748, 430]
israel-paragraph-4: স্টাফ রিপোর্টার: আজ মঙ্গলবার পহেলা বৈশাখ। বাংলা নববর্ষ ১৪৩৩। পুরনো বছরের সব গ্লানি, জীর্ণতা আর ব্যর্থতা ভুলে নতুন উদ্যমে আগামীর পথে এগিয়ে চলার প্রত্যয়ে নতুন বছরকে স্বাগত জানাবে বাঙালি। আবহমান বাংলার চিরায়ত ঐতিহ্যে লালিত পহেলা বৈশাখ বাঙালির প্রাণের উৎসব। [1266, 1304, 1509, 1348]
divider [15, 658, 501, 659]
me-paragraph-3: নতুন সূর্য, নতুন প্রত্যাশা। হাজার বছরের বাঙালি সংস্কৃতির সঙ্গে মিশে থাকা পহেলা বৈশাখ আমাদের আত্মপরিচয়ের প্রতীক। অসাম্প্রদায়িক চেতনা আর সম্প্রীতির বার্তা নিয়ে আসে নববর্ষ। রাজধানীসহ সারাদেশে নানা কর্মসূচির মধ্য দিয়ে উদযাপিত হবে দিনটি। [1266, 958, 1509, 1118]
nomination-headline: দুর্নীতি মামলা এড়াতেই যুদ্ধ বাঁধিয়ে রাখছেন নেতানিয়াহু [1028, 711, 1239, 747]
founder-line: প্রতিষ্ঠাতা ঃ মরহুম আইনুল হক, প্রতিষ্ঠাতা সম্পাদক ঃ মরহুম আলহাজ্ব লিয়াকত আলী [468, 94, 1048, 112]
nomination-paragraph-2: গ্রাম-বাংলার চিরায়ত ঐতিহ্যের ধারক বৈশাখ। শহর থেকে গ্রামে সবখানে বর্ষবরণের নানা আয়োজন। বৈশাখী মেলা, হালখাতা, পান্তা-ইলিশ, মঙ্গল শোভাযাত্রা আর লোকজ সংস্কৃতির নানা অনুষঙ্গে মুখরিত হয়ে উঠবে বাংলার জনপদ। [1016, 788, 1251, 831]
